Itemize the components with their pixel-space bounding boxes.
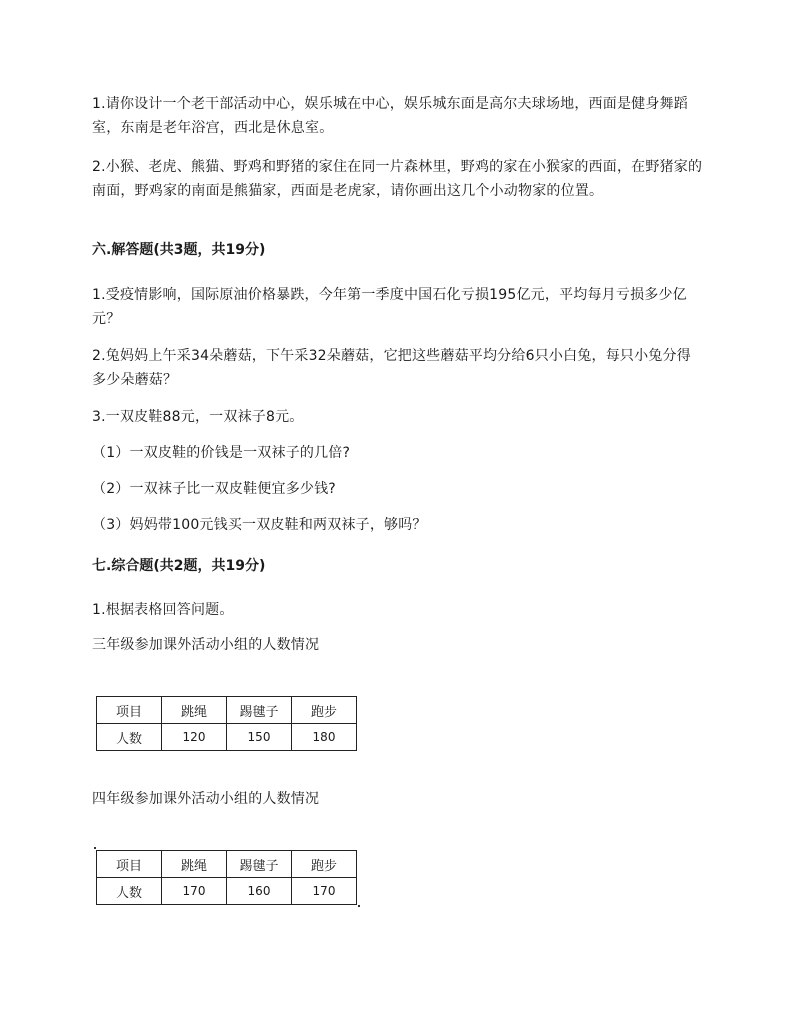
- table-grade4: [96, 850, 357, 905]
- section6-question-3: 3.一双皮鞋88元，一双袜子8元。: [92, 409, 304, 425]
- table-header-cell: 踢毽子: [227, 697, 292, 724]
- table-cell: 170: [292, 878, 357, 905]
- section7-heading: 七.综合题(共2题，共19分): [92, 558, 266, 574]
- table-row: [97, 724, 357, 751]
- section6-question-2: 2.兔妈妈上午采34朵蘑菇，下午采32朵蘑菇，它把这些蘑菇平均分给6只小白兔，每只小兔分得多少朵蘑菇？: [92, 348, 691, 388]
- table-header-cell: 项目: [97, 851, 162, 878]
- section6-question-3-sub-1: （1）一双皮鞋的价钱是一双袜子的几倍?: [92, 445, 351, 461]
- table-header-cell: 项目: [97, 697, 162, 724]
- table-header-cell: 跳绳: [162, 697, 227, 724]
- table-cell: 120: [162, 724, 227, 751]
- table-header-cell: 跑步: [292, 851, 357, 878]
- table-cell: 180: [292, 724, 357, 751]
- section6-question-3-sub-2: （2）一双袜子比一双皮鞋便宜多少钱?: [92, 481, 336, 497]
- scan-mark: [358, 905, 360, 907]
- table-cell: 人数: [97, 724, 162, 751]
- section5-item-2: 2.小猴、老虎、熊猫、野鸡和野猪的家住在同一片森林里，野鸡的家在小猴家的西面，在野猪家的南面，野鸡家的南面是熊猫家，西面是老虎家，请你画出这几个小动物家的位置。: [92, 159, 703, 199]
- section7-question-1: 1.根据表格回答问题。: [92, 602, 234, 618]
- section6-question-3-sub-3: （3）妈妈带100元钱买一双皮鞋和两双袜子，够吗？: [92, 517, 427, 533]
- table-cell: 160: [227, 878, 292, 905]
- table-grade3: [96, 696, 357, 751]
- table-header-cell: 跑步: [292, 697, 357, 724]
- table1-caption: 三年级参加课外活动小组的人数情况: [92, 637, 320, 653]
- table-cell: 150: [227, 724, 292, 751]
- section6-question-1: 1.受疫情影响，国际原油价格暴跌，今年第一季度中国石化亏损195亿元，平均每月亏损多少亿元？: [92, 287, 687, 327]
- table-cell: 170: [162, 878, 227, 905]
- table-header-cell: 踢毽子: [227, 851, 292, 878]
- section5-item-1: 1.请你设计一个老干部活动中心，娱乐城在中心，娱乐城东面是高尔夫球场地，西面是健身舞蹈室，东南是老年浴宫，西北是休息室。: [92, 96, 688, 136]
- table-row: [97, 878, 357, 905]
- table-header-cell: 跳绳: [162, 851, 227, 878]
- table2-caption: 四年级参加课外活动小组的人数情况: [92, 791, 320, 807]
- section6-heading: 六.解答题(共3题，共19分): [92, 242, 266, 258]
- scan-mark: [94, 847, 96, 849]
- table-row: [97, 697, 357, 724]
- table-cell: 人数: [97, 878, 162, 905]
- table-row: [97, 851, 357, 878]
